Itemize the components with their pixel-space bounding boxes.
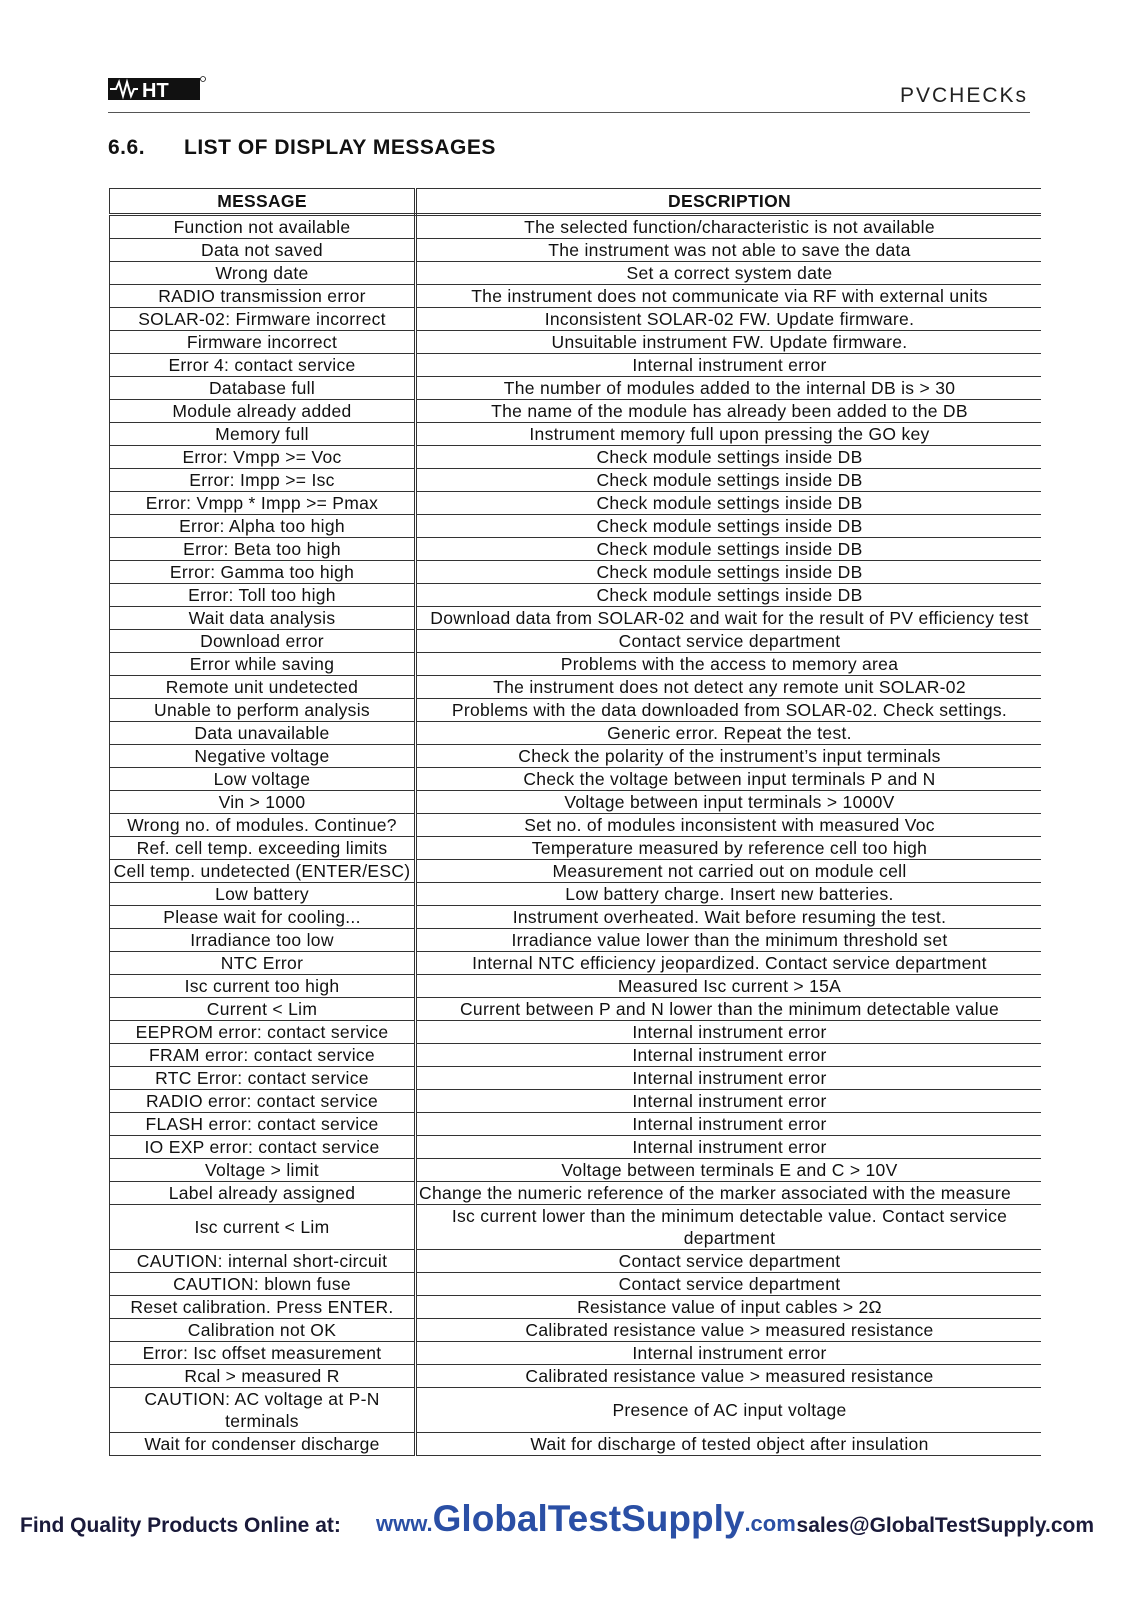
message-cell: Calibration not OK: [110, 1319, 416, 1342]
description-cell: Check module settings inside DB: [416, 515, 1042, 538]
table-row: [110, 308, 1042, 331]
table-row: [110, 515, 1042, 538]
display-messages-table: [109, 188, 1041, 1456]
message-cell: FLASH error: contact service: [110, 1113, 416, 1136]
table-row: [110, 469, 1042, 492]
description-cell: Download data from SOLAR-02 and wait for the result of PV efficiency test: [416, 607, 1042, 630]
table-row: [110, 998, 1042, 1021]
table-row: [110, 929, 1042, 952]
table-row: [110, 768, 1042, 791]
message-cell: Firmware incorrect: [110, 331, 416, 354]
description-cell: Unsuitable instrument FW. Update firmware.: [416, 331, 1042, 354]
description-cell: Set no. of modules inconsistent with measured Voc: [416, 814, 1042, 837]
table-row: [110, 906, 1042, 929]
message-cell: SOLAR-02: Firmware incorrect: [110, 308, 416, 331]
table-row: [110, 1113, 1042, 1136]
description-cell: Check module settings inside DB: [416, 538, 1042, 561]
footer-dotcom: .com: [744, 1511, 796, 1536]
message-cell: Wait data analysis: [110, 607, 416, 630]
table-row: [110, 446, 1042, 469]
description-cell: Internal instrument error: [416, 1342, 1042, 1365]
description-cell: The selected function/characteristic is not available: [416, 215, 1042, 239]
message-cell: Module already added: [110, 400, 416, 423]
display-messages-table-wrapper: [109, 188, 1041, 1489]
description-cell: Instrument overheated. Wait before resuming the test.: [416, 906, 1042, 929]
message-cell: Error: Impp >= Isc: [110, 469, 416, 492]
message-cell: Unable to perform analysis: [110, 699, 416, 722]
footer-www: www.: [376, 1511, 433, 1536]
message-cell: EEPROM error: contact service: [110, 1021, 416, 1044]
table-row: [110, 538, 1042, 561]
message-cell: CAUTION: internal short-circuit: [110, 1250, 416, 1273]
table-row: [110, 285, 1042, 308]
description-cell: Change the numeric reference of the marker associated with the measure: [416, 1182, 1042, 1205]
document-title: PVCHECKs: [899, 84, 1028, 107]
message-cell: Current < Lim: [110, 998, 416, 1021]
message-cell: Rcal > measured R: [110, 1365, 416, 1388]
description-cell: Instrument memory full upon pressing the GO key: [416, 423, 1042, 446]
table-row: [110, 354, 1042, 377]
section-heading: [108, 136, 496, 160]
message-cell: Error: Gamma too high: [110, 561, 416, 584]
description-cell: Generic error. Repeat the test.: [416, 722, 1042, 745]
message-cell: Low battery: [110, 883, 416, 906]
message-cell: Isc current too high: [110, 975, 416, 998]
message-cell: Label already assigned: [110, 1182, 416, 1205]
table-row: [110, 676, 1042, 699]
description-cell: Irradiance value lower than the minimum threshold set: [416, 929, 1042, 952]
table-row: [110, 584, 1042, 607]
table-row: [110, 860, 1042, 883]
description-cell: Internal NTC efficiency jeopardized. Contact service department: [416, 952, 1042, 975]
message-cell: Please wait for cooling...: [110, 906, 416, 929]
message-cell: Vin > 1000: [110, 791, 416, 814]
table-row: [110, 1067, 1042, 1090]
table-row: [110, 653, 1042, 676]
footer-tagline: Find Quality Products Online at:: [20, 1514, 341, 1537]
description-cell: Current between P and N lower than the minimum detectable value: [416, 998, 1042, 1021]
table-row: [110, 952, 1042, 975]
message-cell: FRAM error: contact service: [110, 1044, 416, 1067]
section-title: LIST OF DISPLAY MESSAGES: [184, 136, 496, 159]
description-cell: Internal instrument error: [416, 1067, 1042, 1090]
message-cell: Cell temp. undetected (ENTER/ESC): [110, 860, 416, 883]
footer-brand: GlobalTestSupply: [432, 1498, 745, 1539]
message-cell: Error: Alpha too high: [110, 515, 416, 538]
table-row: [110, 1273, 1042, 1296]
description-cell: Calibrated resistance value > measured resistance: [416, 1319, 1042, 1342]
message-cell: Data not saved: [110, 239, 416, 262]
description-cell: Calibrated resistance value > measured resistance: [416, 1365, 1042, 1388]
column-header-description: DESCRIPTION: [416, 189, 1042, 215]
table-header-row: [110, 189, 1042, 215]
description-cell: Contact service department: [416, 1273, 1042, 1296]
description-cell: Contact service department: [416, 1250, 1042, 1273]
description-cell: Internal instrument error: [416, 1044, 1042, 1067]
table-row: [110, 1044, 1042, 1067]
footer-website-link[interactable]: [376, 1498, 796, 1540]
message-cell: CAUTION: AC voltage at P-N terminals: [110, 1388, 416, 1433]
description-cell: Voltage between input terminals > 1000V: [416, 791, 1042, 814]
description-cell: Internal instrument error: [416, 1113, 1042, 1136]
message-cell: NTC Error: [110, 952, 416, 975]
table-row: [110, 1296, 1042, 1319]
description-cell: Measured Isc current > 15A: [416, 975, 1042, 998]
table-row: [110, 1365, 1042, 1388]
table-row: [110, 883, 1042, 906]
table-row: [110, 837, 1042, 860]
description-cell: Presence of AC input voltage: [416, 1388, 1042, 1433]
column-header-message: MESSAGE: [110, 189, 416, 215]
message-cell: Ref. cell temp. exceeding limits: [110, 837, 416, 860]
table-row: [110, 492, 1042, 515]
table-row: [110, 331, 1042, 354]
message-cell: Remote unit undetected: [110, 676, 416, 699]
message-cell: Download error: [110, 630, 416, 653]
table-row: [110, 215, 1042, 239]
message-cell: Wrong no. of modules. Continue?: [110, 814, 416, 837]
message-cell: Error: Beta too high: [110, 538, 416, 561]
message-cell: RADIO error: contact service: [110, 1090, 416, 1113]
message-cell: Isc current < Lim: [110, 1205, 416, 1250]
message-cell: Low voltage: [110, 768, 416, 791]
description-cell: Measurement not carried out on module cell: [416, 860, 1042, 883]
description-cell: Resistance value of input cables > 2Ω: [416, 1296, 1042, 1319]
description-cell: Internal instrument error: [416, 1136, 1042, 1159]
table-row: [110, 1319, 1042, 1342]
description-cell: Low battery charge. Insert new batteries.: [416, 883, 1042, 906]
message-cell: Function not available: [110, 215, 416, 239]
table-row: [110, 423, 1042, 446]
table-row: [110, 1090, 1042, 1113]
description-cell: Wait for discharge of tested object after insulation: [416, 1433, 1042, 1456]
message-cell: Irradiance too low: [110, 929, 416, 952]
table-row: [110, 607, 1042, 630]
description-cell: The instrument does not detect any remote unit SOLAR-02: [416, 676, 1042, 699]
description-cell: The instrument does not communicate via RF with external units: [416, 285, 1042, 308]
table-row: [110, 1136, 1042, 1159]
description-cell: Check module settings inside DB: [416, 492, 1042, 515]
description-cell: Check module settings inside DB: [416, 584, 1042, 607]
table-row: [110, 400, 1042, 423]
description-cell: The name of the module has already been added to the DB: [416, 400, 1042, 423]
message-cell: IO EXP error: contact service: [110, 1136, 416, 1159]
table-row: [110, 1159, 1042, 1182]
ht-logo-icon: [108, 74, 206, 104]
message-cell: Wait for condenser discharge: [110, 1433, 416, 1456]
description-cell: Internal instrument error: [416, 1021, 1042, 1044]
table-row: [110, 1433, 1042, 1456]
description-cell: Internal instrument error: [416, 354, 1042, 377]
message-cell: Reset calibration. Press ENTER.: [110, 1296, 416, 1319]
description-cell: Set a correct system date: [416, 262, 1042, 285]
table-row: [110, 1388, 1042, 1433]
description-cell: Problems with the access to memory area: [416, 653, 1042, 676]
description-cell: Check the voltage between input terminals P and N: [416, 768, 1042, 791]
table-row: [110, 1205, 1042, 1250]
table-row: [110, 1250, 1042, 1273]
description-cell: Check the polarity of the instrument’s input terminals: [416, 745, 1042, 768]
description-cell: Internal instrument error: [416, 1090, 1042, 1113]
description-cell: Inconsistent SOLAR-02 FW. Update firmware.: [416, 308, 1042, 331]
message-cell: Error: Isc offset measurement: [110, 1342, 416, 1365]
message-cell: Error while saving: [110, 653, 416, 676]
description-cell: Check module settings inside DB: [416, 561, 1042, 584]
table-row: [110, 377, 1042, 400]
message-cell: Wrong date: [110, 262, 416, 285]
description-cell: Temperature measured by reference cell too high: [416, 837, 1042, 860]
table-row: [110, 262, 1042, 285]
message-cell: Error: Toll too high: [110, 584, 416, 607]
message-cell: Memory full: [110, 423, 416, 446]
description-cell: Check module settings inside DB: [416, 446, 1042, 469]
message-cell: Data unavailable: [110, 722, 416, 745]
message-cell: Database full: [110, 377, 416, 400]
description-cell: Voltage between terminals E and C > 10V: [416, 1159, 1042, 1182]
page-header: [108, 68, 1030, 113]
table-row: [110, 239, 1042, 262]
message-cell: Error: Vmpp >= Voc: [110, 446, 416, 469]
table-row: [110, 722, 1042, 745]
description-cell: Check module settings inside DB: [416, 469, 1042, 492]
table-row: [110, 1021, 1042, 1044]
message-cell: Negative voltage: [110, 745, 416, 768]
footer-email-link[interactable]: sales@GlobalTestSupply.com: [796, 1514, 1094, 1537]
description-cell: The instrument was not able to save the data: [416, 239, 1042, 262]
section-number: 6.6.: [108, 136, 146, 159]
message-cell: RTC Error: contact service: [110, 1067, 416, 1090]
message-cell: RADIO transmission error: [110, 285, 416, 308]
table-row: [110, 791, 1042, 814]
description-cell: Isc current lower than the minimum detectable value. Contact service department: [416, 1205, 1042, 1250]
table-row: [110, 630, 1042, 653]
message-cell: Error 4: contact service: [110, 354, 416, 377]
table-row: [110, 745, 1042, 768]
table-row: [110, 814, 1042, 837]
table-row: [110, 1182, 1042, 1205]
message-cell: Voltage > limit: [110, 1159, 416, 1182]
table-row: [110, 561, 1042, 584]
description-cell: The number of modules added to the internal DB is > 30: [416, 377, 1042, 400]
logo-text: HT: [142, 80, 169, 102]
page-footer: [0, 1498, 1132, 1558]
description-cell: Problems with the data downloaded from SOLAR-02. Check settings.: [416, 699, 1042, 722]
message-cell: CAUTION: blown fuse: [110, 1273, 416, 1296]
table-row: [110, 699, 1042, 722]
message-cell: Error: Vmpp * Impp >= Pmax: [110, 492, 416, 515]
table-body: [110, 215, 1042, 1456]
table-row: [110, 1342, 1042, 1365]
table-row: [110, 975, 1042, 998]
description-cell: Contact service department: [416, 630, 1042, 653]
